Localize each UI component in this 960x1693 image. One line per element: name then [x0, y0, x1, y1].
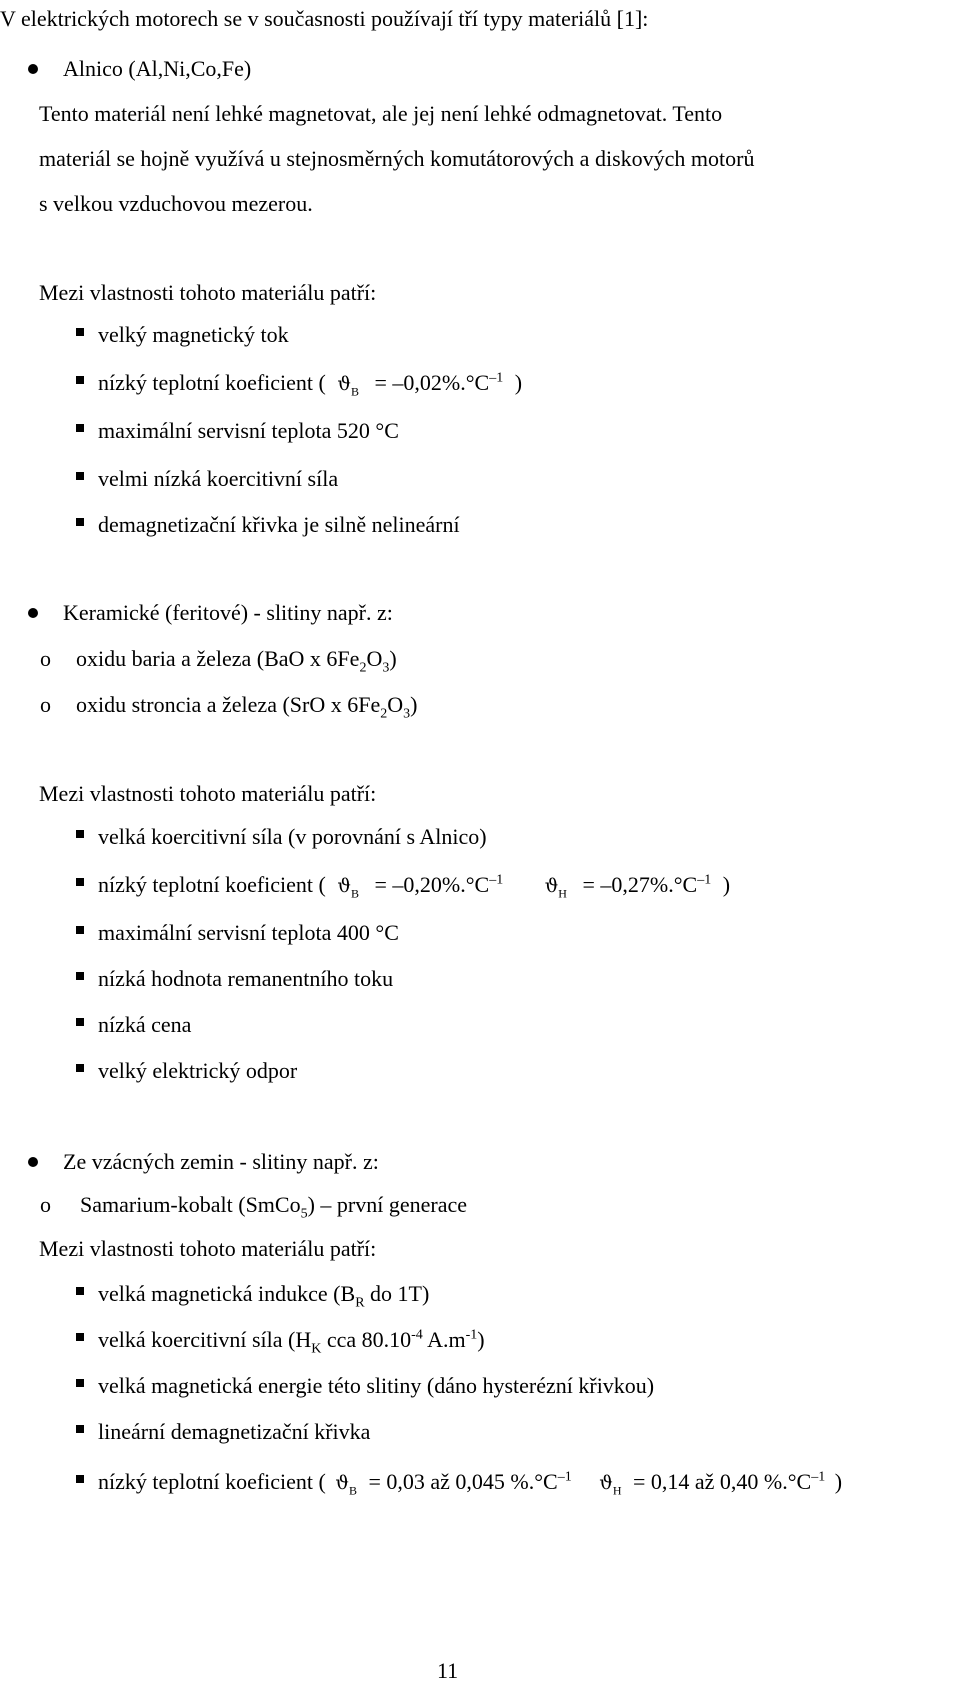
rare-prop-1-text: velká magnetická indukce (B — [98, 1281, 356, 1306]
ceramic-prop-3: maximální servisní teplota 400 °C — [98, 920, 399, 945]
ceramic-prop-marker-1 — [76, 830, 84, 838]
rare-prop-5-label: nízký teplotní koeficient ( — [98, 1469, 326, 1494]
rare-item-1 — [80, 1192, 468, 1222]
theta-h-symbol: ϑ — [599, 1472, 613, 1494]
coef-b-exponent: –1 — [557, 1469, 572, 1485]
rare-prop-2-sup2: -1 — [465, 1327, 478, 1343]
alnico-prop-marker-5 — [76, 518, 84, 526]
ceramic-item-1-mid: O — [366, 646, 383, 671]
ceramic-heading: Keramické (feritové) - slitiny např. z: — [63, 600, 393, 625]
alnico-desc-line1: Tento materiál není lehké magnetovat, ale jej není lehké odmagnetovat. Tento — [39, 101, 723, 126]
alnico-prop-marker-1 — [76, 328, 84, 336]
alnico-prop-1: velký magnetický tok — [98, 322, 289, 347]
alnico-prop-3: maximální servisní teplota 520 °C — [98, 418, 399, 443]
coef-h-close: ) — [722, 872, 731, 897]
ceramic-item-marker-1: o — [40, 646, 51, 671]
ceramic-item-2-text: oxidu stroncia a železa (SrO x 6Fe — [76, 692, 381, 717]
rare-prop-4: lineární demagnetizační křivka — [98, 1419, 371, 1444]
ceramic-prop-marker-4 — [76, 972, 84, 980]
theta-b-symbol: ϑ — [337, 875, 351, 897]
alnico-prop-4: velmi nízká koercitivní síla — [98, 466, 339, 491]
coef-b-subscript: B — [350, 886, 359, 901]
rare-prop-2-end: ) — [477, 1327, 485, 1352]
alnico-desc-line2: materiál se hojně využívá u stejnosměrných komutátorových a diskových motorů — [39, 146, 755, 171]
ceramic-item-marker-2: o — [40, 692, 51, 717]
alnico-prop-marker-3 — [76, 424, 84, 432]
bullet-ceramic — [28, 608, 38, 618]
coef-equation: = –0,02%.°C — [374, 370, 490, 395]
ceramic-item-2 — [76, 692, 418, 722]
coef-close: ) — [514, 370, 523, 395]
alnico-props-heading: Mezi vlastnosti tohoto materiálu patří: — [39, 280, 377, 305]
rare-prop-marker-3 — [76, 1379, 84, 1387]
coef-subscript: B — [350, 384, 359, 399]
alnico-prop-marker-2 — [76, 376, 84, 384]
ceramic-item-1 — [76, 646, 397, 676]
coef-h-subscript: H — [558, 886, 567, 901]
rare-prop-2-text: velká koercitivní síla (H — [98, 1327, 312, 1352]
coef-b-subscript: B — [348, 1483, 357, 1498]
ceramic-item-2-mid: O — [387, 692, 404, 717]
coef-h-subscript: H — [612, 1483, 622, 1498]
ceramic-prop-2-label: nízký teplotní koeficient ( — [98, 872, 326, 897]
page-number: 11 — [437, 1658, 459, 1683]
rare-prop-marker-2 — [76, 1333, 84, 1341]
ceramic-prop-marker-2 — [76, 878, 84, 886]
rare-prop-3: velká magnetická energie této slitiny (dáno hysterézní křivkou) — [98, 1373, 655, 1398]
ceramic-prop-marker-3 — [76, 926, 84, 934]
alnico-heading: Alnico (Al,Ni,Co,Fe) — [63, 56, 252, 81]
alnico-prop-2 — [98, 370, 523, 399]
rare-prop-2 — [98, 1327, 485, 1357]
ceramic-prop-1: velká koercitivní síla (v porovnání s Alnico) — [98, 824, 487, 849]
rare-prop-2-mid: cca 80.10 — [321, 1327, 412, 1352]
coef-exponent: –1 — [489, 370, 504, 386]
ceramic-item-2-sub2: 3 — [403, 706, 411, 722]
rare-prop-1-end: do 1T) — [364, 1281, 430, 1306]
bullet-alnico — [28, 64, 38, 74]
rare-prop-marker-4 — [76, 1425, 84, 1433]
rare-prop-1 — [98, 1281, 430, 1311]
theta-b-symbol: ϑ — [335, 1472, 349, 1494]
bullet-rare-earth — [28, 1157, 38, 1167]
theta-symbol: ϑ — [337, 373, 351, 395]
ceramic-prop-marker-6 — [76, 1064, 84, 1072]
ceramic-prop-5: nízká cena — [98, 1012, 192, 1037]
ceramic-prop-4: nízká hodnota remanentního toku — [98, 966, 394, 991]
coef-h-close: ) — [834, 1469, 843, 1494]
rare-prop-2-sup1: -4 — [411, 1327, 423, 1343]
rare-prop-marker-1 — [76, 1287, 84, 1295]
theta-h-symbol: ϑ — [544, 875, 559, 897]
alnico-prop-marker-4 — [76, 472, 84, 480]
coef-h-exponent: –1 — [811, 1469, 826, 1485]
alnico-prop-2-label: nízký teplotní koeficient ( — [98, 370, 326, 395]
ceramic-item-1-sub2: 3 — [382, 660, 390, 676]
coef-b-exponent: –1 — [489, 872, 504, 888]
coef-h-equation: = 0,14 až 0,40 %.°C — [632, 1469, 812, 1494]
ceramic-item-1-text: oxidu baria a železa (BaO x 6Fe — [76, 646, 360, 671]
ceramic-item-2-sub1: 2 — [380, 706, 388, 722]
ceramic-prop-6: velký elektrický odpor — [98, 1058, 298, 1083]
alnico-prop-5: demagnetizační křivka je silně nelineární — [98, 512, 460, 537]
ceramic-prop-marker-5 — [76, 1018, 84, 1026]
ceramic-item-1-end: ) — [389, 646, 397, 671]
rare-prop-marker-5 — [76, 1475, 84, 1483]
rare-props-heading: Mezi vlastnosti tohoto materiálu patří: — [39, 1236, 377, 1261]
rare-item-1-sub: 5 — [300, 1206, 308, 1222]
coef-h-exponent: –1 — [697, 872, 712, 888]
ceramic-prop-2 — [98, 872, 731, 901]
rare-item-marker-1: o — [40, 1192, 51, 1217]
ceramic-props-heading: Mezi vlastnosti tohoto materiálu patří: — [39, 781, 377, 806]
rare-prop-5 — [98, 1469, 843, 1498]
rare-item-1-text: Samarium-kobalt (SmCo — [80, 1192, 301, 1217]
coef-b-equation: = 0,03 až 0,045 %.°C — [368, 1469, 558, 1494]
coef-b-equation: = –0,20%.°C — [374, 872, 490, 897]
rare-prop-2-sub: K — [311, 1341, 322, 1357]
intro-text: V elektrických motorech se v současnosti používají tří typy materiálů [1]: — [0, 6, 649, 31]
rare-prop-2-mid2: A.m — [422, 1327, 466, 1352]
alnico-desc-line3: s velkou vzduchovou mezerou. — [39, 191, 313, 216]
rare-prop-1-sub: R — [355, 1295, 365, 1311]
ceramic-item-1-sub1: 2 — [359, 660, 367, 676]
rare-item-1-end: ) – první generace — [307, 1192, 468, 1217]
ceramic-item-2-end: ) — [410, 692, 418, 717]
rare-heading: Ze vzácných zemin - slitiny např. z: — [63, 1149, 379, 1174]
coef-h-equation: = –0,27%.°C — [582, 872, 698, 897]
